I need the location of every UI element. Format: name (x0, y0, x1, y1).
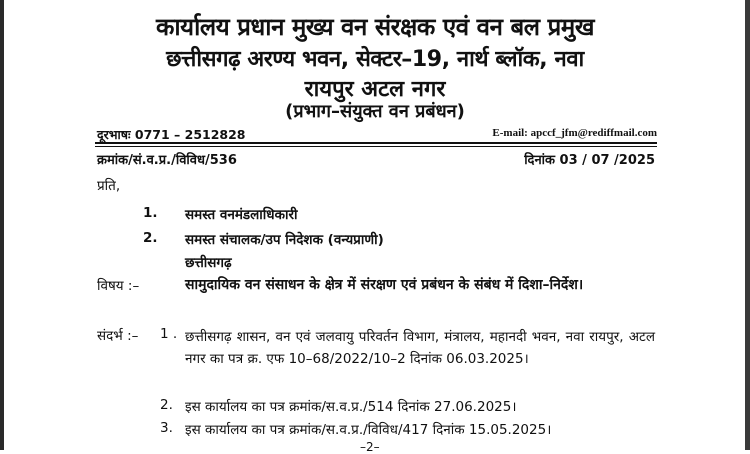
to-label: प्रति, (97, 178, 121, 194)
reference-number: 3. (160, 420, 173, 436)
reference-text: इस कार्यालय का पत्र क्रमांक/स.व.प्र./514 दिनांक 27.06.2025। (185, 399, 517, 415)
subject-text: सामुदायिक वन संसाधन के क्षेत्र में संरक्षण एवं प्रबंधन के संबंध में दिशा–निर्देश। (185, 277, 584, 293)
recipient-text: समस्त वनमंडलाधिकारी (185, 207, 298, 223)
recipient-number: 1. (143, 205, 158, 221)
letter-date: दिनांक 03 / 07 /2025 (524, 153, 655, 168)
reference-number: 2. (160, 397, 173, 413)
reference-label: संदर्भ :– (97, 328, 139, 344)
phone-number: दूरभाषः 0771 – 2512828 (97, 127, 246, 142)
header-divider-thin (95, 146, 657, 147)
reference-number: 1 . (160, 326, 178, 342)
recipient-text: समस्त संचालक/उप निदेशक (वन्यप्राणी) (185, 232, 384, 248)
email-address: E-mail: apccf_jfm@rediffmail.com (492, 127, 657, 139)
recipient-number: 2. (143, 230, 158, 246)
office-title: कार्यालय प्रधान मुख्य वन संरक्षक एवं वन बल प्रमुख (155, 13, 595, 41)
office-address: छत्तीसगढ़ अरण्य भवन, सेक्टर–19, नार्थ ब्लॉक, नवा (166, 47, 584, 72)
letter-reference-number: क्रमांक/सं.व.प्र./विविध/536 (97, 153, 237, 168)
recipient-location: छत्तीसगढ़ (185, 255, 232, 271)
office-city: रायपुर अटल नगर (304, 77, 446, 102)
office-division: (प्रभाग–संयुक्त वन प्रबंधन) (285, 101, 465, 122)
page-number: –2– (360, 440, 380, 454)
reference-text: छत्तीसगढ़ शासन, वन एवं जलवायु परिवर्तन विभाग, मंत्रालय, महानदी भवन, नवा रायपुर, अटल नगर का पत्र क्र. एफ 10–68/2022/10–2 दिनांक 06.03.2025। (185, 329, 655, 367)
subject-label: विषय :– (97, 278, 140, 294)
reference-text: इस कार्यालय का पत्र क्रमांक/स.व.प्र./विविध/417 दिनांक 15.05.2025। (185, 422, 552, 438)
header-divider (95, 142, 657, 144)
